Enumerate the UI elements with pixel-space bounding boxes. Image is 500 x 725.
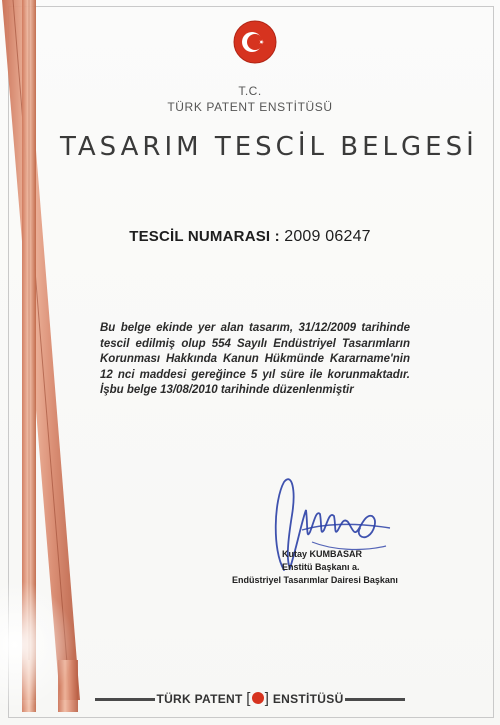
- footer: [0, 690, 500, 708]
- signatory-role-line2: Endüstriyel Tasarımlar Dairesi Başkanı: [232, 575, 398, 585]
- footer-left-text: TÜRK PATENT: [156, 692, 243, 706]
- crescent-star-emblem-icon: [233, 20, 277, 64]
- footer-bracket-close: ]: [264, 690, 270, 707]
- institution-name: TÜRK PATENT ENSTİTÜSÜ: [167, 100, 333, 114]
- footer-right-text: ENSTİTÜSÜ: [272, 692, 344, 706]
- signatory-role-line1: Enstitü Başkanı a.: [282, 562, 360, 572]
- registration-label: TESCİL NUMARASI :: [129, 228, 280, 245]
- certificate-body-text: Bu belge ekinde yer alan tasarım, 31/12/2009 tarihinde tescil edilmiş olup 554 Sayılı Endüstriyel Tasarımların Korunması Hakkında Kanun Hükmünde Kararname'nin 12 nci maddesi gereğince 5 yıl süre ile korunmaktadır. İşbu belge 13/08/2010 tarihinde düzenlenmiştir: [100, 322, 410, 396]
- tc-label: T.C.: [238, 84, 262, 98]
- registration-number-line: [0, 228, 500, 246]
- footer-wordmark: [0, 690, 500, 707]
- red-dot-logo-icon: [252, 692, 264, 704]
- registration-number: 2009 06247: [284, 228, 371, 245]
- signatory-name: Kutay KUMBASAR: [282, 549, 363, 559]
- footer-bracket-open: [: [246, 690, 251, 707]
- document-title: TASARIM TESCİL BELGESİ: [60, 132, 478, 162]
- signatory-block: [232, 548, 440, 587]
